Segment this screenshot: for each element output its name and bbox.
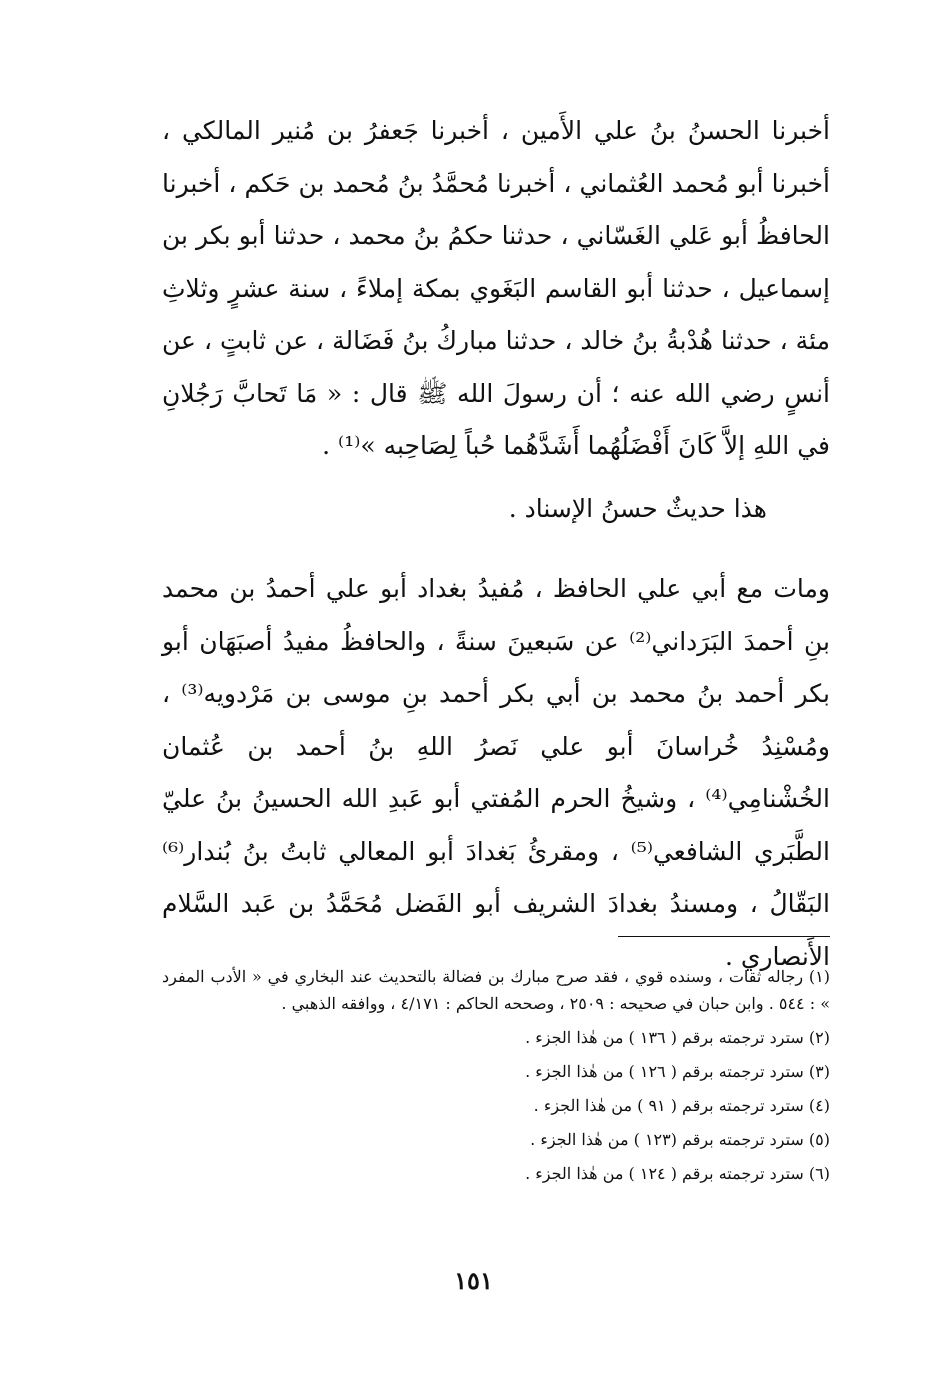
paragraph-hadith-chain: أخبرنا الحسنُ بنُ علي الأَمين ، أخبرنا جَعفرُ بن مُنير المالكي ، أخبرنا أبو مُحمد العُثماني ، أخبرنا مُحمَّدُ بنُ مُحمد بن حَكم ، أخبرنا الحافظُ أبو عَلي الغَسّاني ، حدثنا حكمُ بنُ محمد ، حدثنا أبو بكر بن إسماعيل ، حدثنا أبو القاسم البَغَوي بمكة إملاءً ، سنة عشرٍ وثلاثِ مئة ، حدثنا هُدْبةُ بنُ خالد ، حدثنا مباركُ بنُ فَضَالة ، عن ثابتٍ ، عن أنسٍ رضي الله عنه ؛ أن رسولَ الله ﷺ قال : « مَا تَحابَّ رَجُلانِ في اللهِ إلاَّ كَانَ أَفْضَلُهُما أَشَدَّهُما حُباً لِصَاحِبه »⁽¹⁾ . [162, 116, 830, 460]
page-number: ١٥١ [454, 1266, 493, 1295]
footnote-3: (٣) سترد ترجمته برقم ( ١٢٦ ) من هٰذا الجزء . [525, 1062, 830, 1081]
paragraph-deaths: ومات مع أبي علي الحافظ ، مُفيدُ بغداد أبو علي أحمدُ بن محمد بنِ أحمدَ البَرَداني⁽²⁾ عن سَبعينَ سنةً ، والحافظُ مفيدُ أصبَهَان أبو بكر أحمد بنُ محمد بن أبي بكر أحمد بنِ موسى بن مَرْدويه⁽³⁾ ، ومُسْنِدُ خُراسانَ أبو علي نَصرُ اللهِ بنُ أحمد بن عُثمان الخُشْنامِي⁽⁴⁾ ، وشيخُ الحرم المُفتي أبو عَبدِ الله الحسينُ بنُ عليّ الطَّبَري الشافعي⁽⁵⁾ ، ومقرئُ بَغدادَ أبو المعالي ثابتُ بنُ بُندار⁽⁶⁾ البَقّالُ ، ومسندُ بغدادَ الشريف أبو الفَضل مُحَمَّدُ بن عَبد السَّلام الأَنصاري . [162, 574, 831, 971]
footnote-5: (٥) سترد ترجمته برقم (١٢٣ ) من هٰذا الجزء . [530, 1130, 830, 1149]
paragraph-grading: هذا حديثٌ حسنُ الإسناد . [508, 494, 767, 523]
footnote-1: (١) رجاله ثقات ، وسنده قوي ، فقد صرح مبارك بن فضالة بالتحديث عند البخاري في « الأدب المفرد » : ٥٤٤ . وابن حبان في صحيحه : ٢٥٠٩ ، وصححه الحاكم : ٤/١٧١ ، ووافقه الذهبي . [162, 967, 830, 1013]
footnote-2: (٢) سترد ترجمته برقم ( ١٣٦ ) من هٰذا الجزء . [525, 1028, 830, 1047]
footnotes [162, 963, 830, 1191]
footnote-4: (٤) سترد ترجمته برقم ( ٩١ ) من هٰذا الجزء . [533, 1096, 830, 1115]
footnote-divider [618, 936, 830, 937]
footnote-6: (٦) سترد ترجمته برقم ( ١٢٤ ) من هٰذا الجزء . [525, 1164, 830, 1183]
